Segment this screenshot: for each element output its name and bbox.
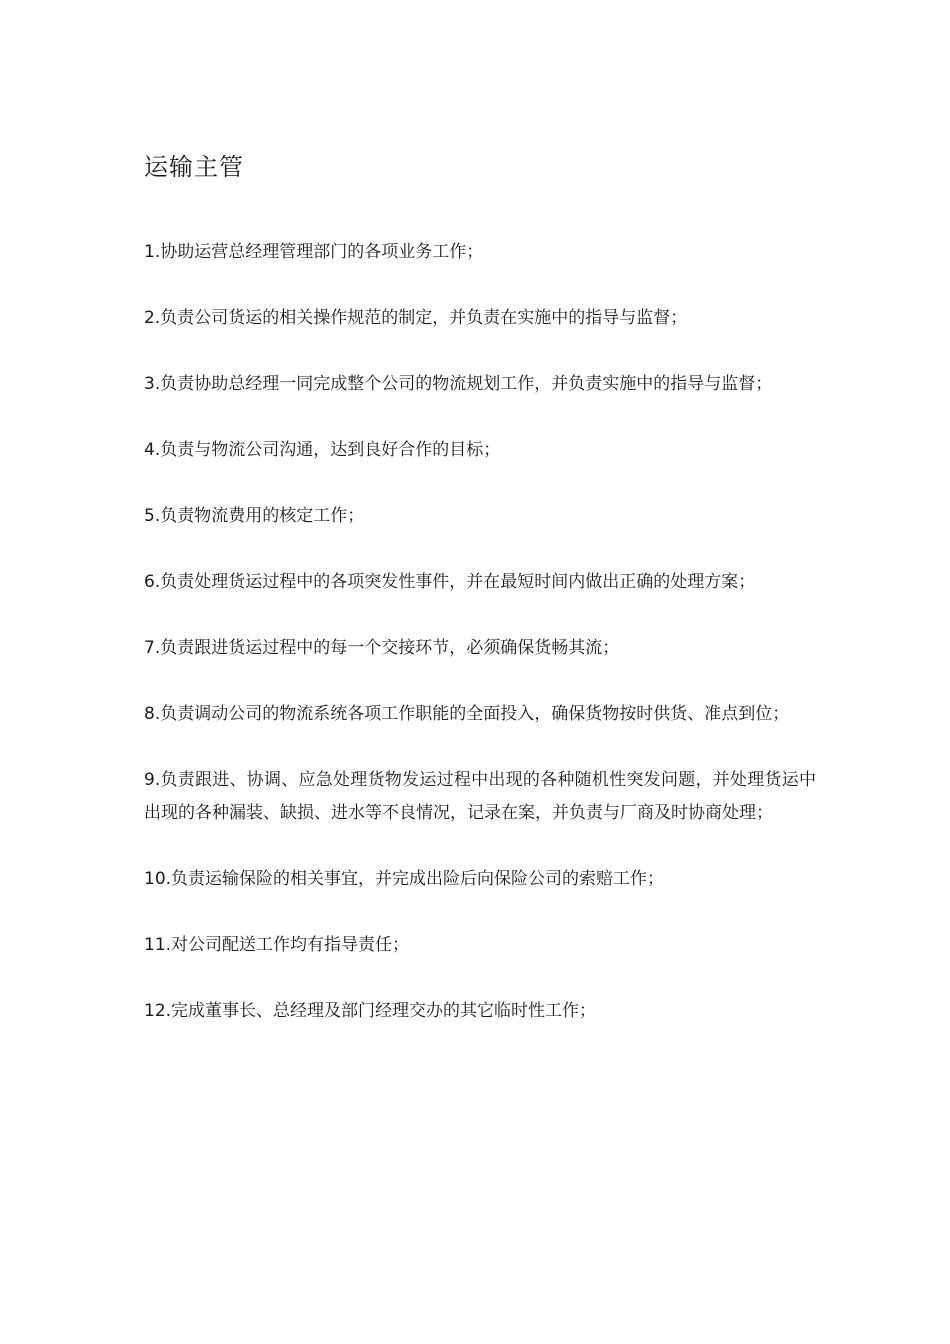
duty-item-7: 7.负责跟进货运过程中的每一个交接环节，必须确保货畅其流； <box>144 638 620 658</box>
duty-item-10: 10.负责运输保险的相关事宜，并完成出险后向保险公司的索赔工作； <box>144 869 665 889</box>
duty-item-5: 5.负责物流费用的核定工作； <box>144 506 365 526</box>
document-title: 运输主管 <box>144 153 244 181</box>
duty-item-11: 11.对公司配送工作均有指导责任； <box>144 935 410 955</box>
duty-list <box>144 236 816 1028</box>
duty-item-9: 9.负责跟进、协调、应急处理货物发运过程中出现的各种随机性突发问题，并处理货运中出现的各种漏装、缺损、进水等不良情况，记录在案，并负责与厂商及时协商处理； <box>144 770 816 823</box>
duty-item-4: 4.负责与物流公司沟通，达到良好合作的目标； <box>144 440 501 460</box>
duty-item-8: 8.负责调动公司的物流系统各项工作职能的全面投入，确保货物按时供货、准点到位； <box>144 704 790 724</box>
duty-item-6: 6.负责处理货运过程中的各项突发性事件，并在最短时间内做出正确的处理方案； <box>144 572 756 592</box>
duty-item-3: 3.负责协助总经理一同完成整个公司的物流规划工作，并负责实施中的指导与监督； <box>144 374 773 394</box>
duty-item-12: 12.完成董事长、总经理及部门经理交办的其它临时性工作； <box>144 1001 597 1021</box>
duty-item-2: 2.负责公司货运的相关操作规范的制定，并负责在实施中的指导与监督； <box>144 308 688 328</box>
duty-item-1: 1.协助运营总经理管理部门的各项业务工作； <box>144 242 484 262</box>
